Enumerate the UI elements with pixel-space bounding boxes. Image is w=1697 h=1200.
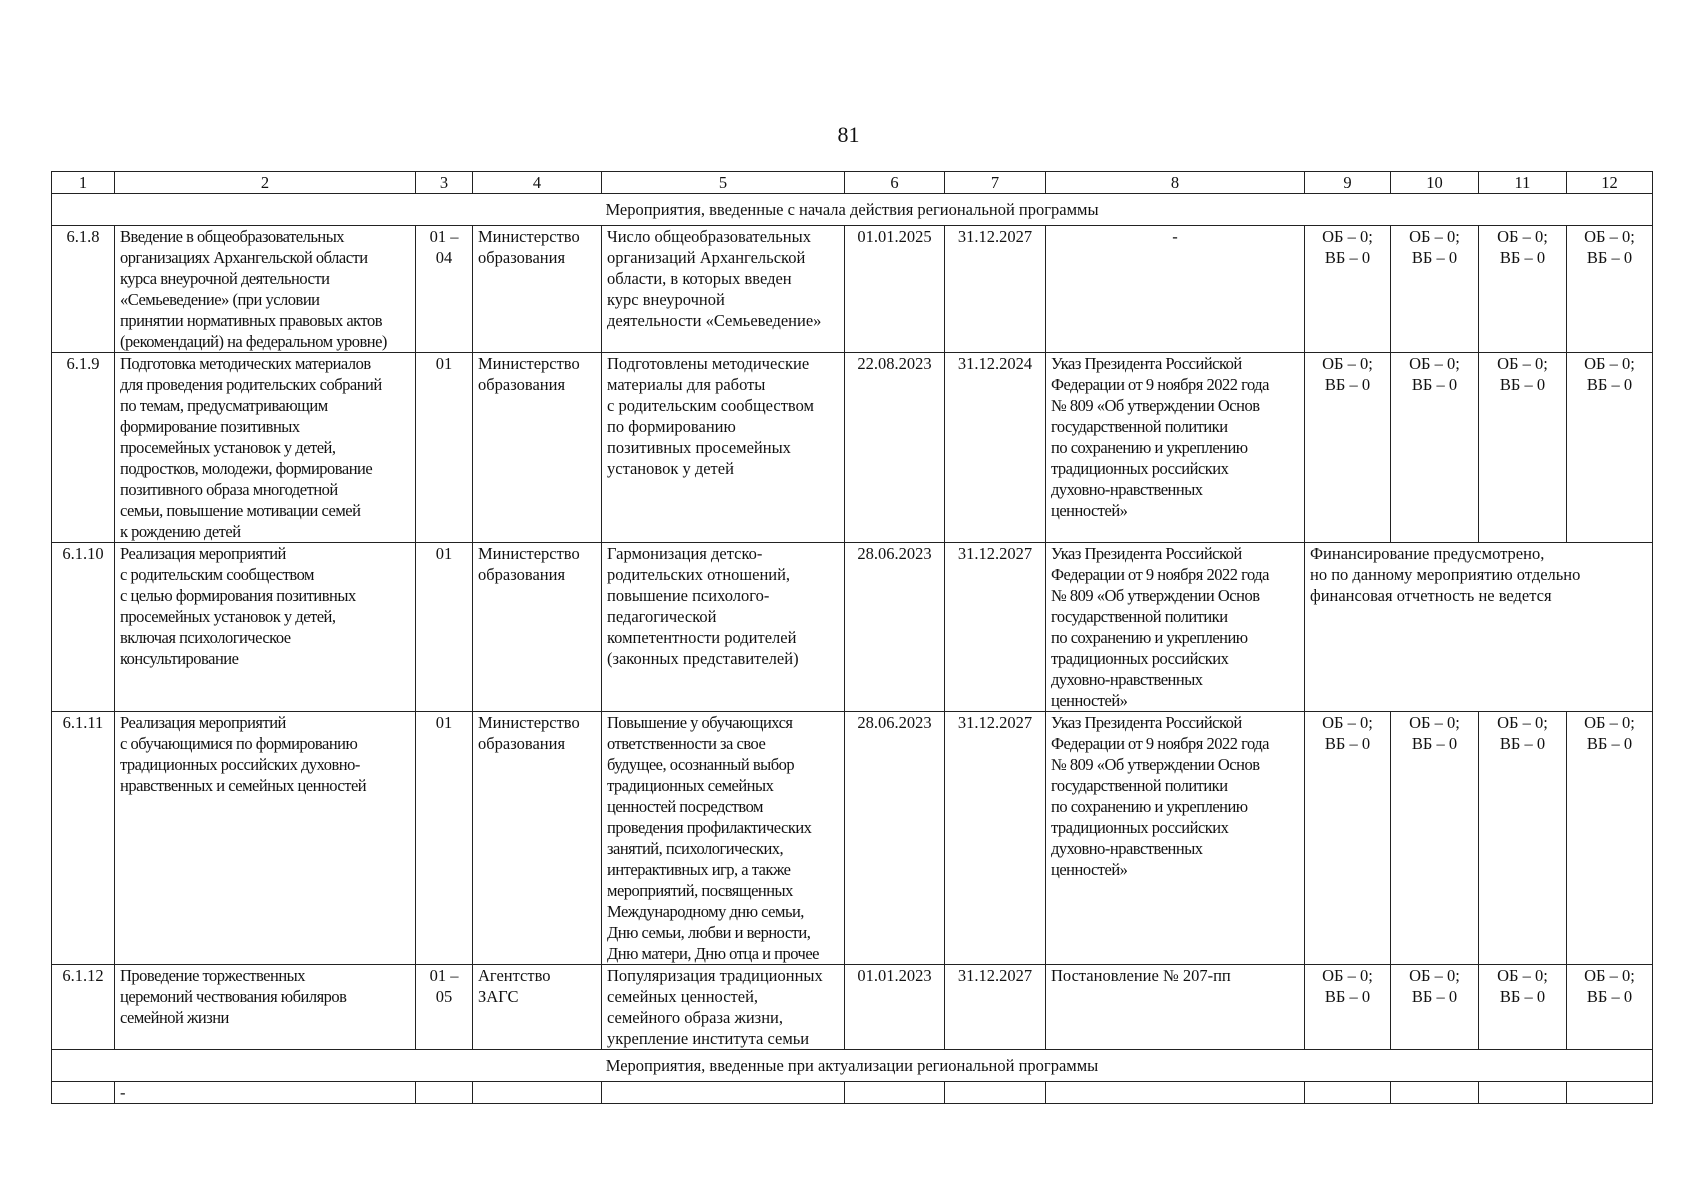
funding-cell: ОБ – 0; ВБ – 0 — [1305, 965, 1391, 1050]
funding-cell: ОБ – 0; ВБ – 0 — [1479, 712, 1567, 965]
page-number: 81 — [837, 122, 860, 147]
funding-cell: ОБ – 0; ВБ – 0 — [1567, 712, 1653, 965]
funding-cell: ОБ – 0; ВБ – 0 — [1391, 353, 1479, 543]
activity-basis: Указ Президента Российской Федерации от 9 ноября 2022 года № 809 «Об утверждении Основ государственной политики по сохранению и укреплению традиционных российских духовно-нравственных ценностей» — [1046, 712, 1305, 965]
funding-cell: ОБ – 0; ВБ – 0 — [1391, 712, 1479, 965]
activity-name: Реализация мероприятий с обучающимися по формированию традиционных российских духовно- нравственных и семейных ценностей — [115, 712, 416, 965]
column-header: 12 — [1567, 172, 1653, 194]
funding-cell: ОБ – 0; ВБ – 0 — [1479, 965, 1567, 1050]
activities-table — [51, 171, 1653, 1104]
table-row — [52, 543, 1653, 712]
funding-cell: ОБ – 0; ВБ – 0 — [1567, 226, 1653, 353]
column-header: 10 — [1391, 172, 1479, 194]
empty-cell — [473, 1082, 602, 1104]
column-header: 3 — [416, 172, 473, 194]
activity-basis: Указ Президента Российской Федерации от 9 ноября 2022 года № 809 «Об утверждении Основ государственной политики по сохранению и укреплению традиционных российских духовно-нравственных ценностей» — [1046, 543, 1305, 712]
empty-cell — [845, 1082, 945, 1104]
section-heading-row — [52, 194, 1653, 226]
funding-note: Финансирование предусмотрено, но по данному мероприятию отдельно финансовая отчетность не ведется — [1305, 543, 1653, 712]
activity-end-date: 31.12.2027 — [945, 712, 1046, 965]
activity-result: Популяризация традиционных семейных ценностей, семейного образа жизни, укрепление института семьи — [602, 965, 845, 1050]
activity-executor: Министерство образования — [473, 353, 602, 543]
empty-cell — [1046, 1082, 1305, 1104]
activity-number: 6.1.9 — [52, 353, 115, 543]
column-header: 8 — [1046, 172, 1305, 194]
activity-number: 6.1.11 — [52, 712, 115, 965]
activity-name: Подготовка методических материалов для проведения родительских собраний по темам, предусматривающим формирование позитивных просемейных установок у детей, подростков, молодежи, формирование позитивного образа многодетной семьи, повышение мотивации семей к рождению детей — [115, 353, 416, 543]
column-header: 5 — [602, 172, 845, 194]
section-heading: Мероприятия, введенные с начала действия региональной программы — [52, 194, 1653, 226]
funding-cell: ОБ – 0; ВБ – 0 — [1391, 226, 1479, 353]
activity-name: Введение в общеобразовательных организациях Архангельской области курса внеурочной деятельности «Семьеведение» (при условии принятии нормативных правовых актов (рекомендаций) на федеральном уровне) — [115, 226, 416, 353]
activity-name: Проведение торжественных церемоний чествования юбиляров семейной жизни — [115, 965, 416, 1050]
funding-cell: ОБ – 0; ВБ – 0 — [1305, 226, 1391, 353]
empty-cell — [416, 1082, 473, 1104]
activity-end-date: 31.12.2024 — [945, 353, 1046, 543]
activity-start-date: 28.06.2023 — [845, 712, 945, 965]
empty-cell — [1305, 1082, 1391, 1104]
table-row-empty — [52, 1082, 1653, 1104]
column-header: 4 — [473, 172, 602, 194]
activity-number: 6.1.10 — [52, 543, 115, 712]
table-row — [52, 712, 1653, 965]
activity-years: 01 – 05 — [416, 965, 473, 1050]
activity-number: 6.1.12 — [52, 965, 115, 1050]
column-header: 11 — [1479, 172, 1567, 194]
activity-end-date: 31.12.2027 — [945, 543, 1046, 712]
empty-row-dash: - — [115, 1082, 416, 1104]
activity-name: Реализация мероприятий с родительским сообществом с целью формирования позитивных просемейных установок у детей, включая психологическое консультирование — [115, 543, 416, 712]
activity-years: 01 — [416, 353, 473, 543]
section-heading-row — [52, 1050, 1653, 1082]
funding-cell: ОБ – 0; ВБ – 0 — [1305, 353, 1391, 543]
activity-start-date: 01.01.2023 — [845, 965, 945, 1050]
activity-basis: Указ Президента Российской Федерации от 9 ноября 2022 года № 809 «Об утверждении Основ государственной политики по сохранению и укреплению традиционных российских духовно-нравственных ценностей» — [1046, 353, 1305, 543]
activity-executor: Министерство образования — [473, 226, 602, 353]
funding-cell: ОБ – 0; ВБ – 0 — [1567, 965, 1653, 1050]
column-number-row — [52, 172, 1653, 194]
activity-number: 6.1.8 — [52, 226, 115, 353]
column-header: 7 — [945, 172, 1046, 194]
empty-cell — [1479, 1082, 1567, 1104]
activity-result: Подготовлены методические материалы для работы с родительским сообществом по формированию позитивных просемейных установок у детей — [602, 353, 845, 543]
empty-cell — [52, 1082, 115, 1104]
activity-basis: - — [1046, 226, 1305, 353]
activity-start-date: 22.08.2023 — [845, 353, 945, 543]
column-header: 9 — [1305, 172, 1391, 194]
activity-years: 01 — [416, 712, 473, 965]
empty-cell — [602, 1082, 845, 1104]
funding-cell: ОБ – 0; ВБ – 0 — [1479, 353, 1567, 543]
activity-result: Повышение у обучающихся ответственности за свое будущее, осознанный выбор традиционных семейных ценностей посредством проведения профилактических занятий, психологических, интерактивных игр, а также мероприятий, посвященных Международному дню семьи, Дню семьи, любви и верности, Дню матери, Дню отца и прочее — [602, 712, 845, 965]
funding-cell: ОБ – 0; ВБ – 0 — [1391, 965, 1479, 1050]
activity-result: Гармонизация детско- родительских отношений, повышение психолого- педагогической компетентности родителей (законных представителей) — [602, 543, 845, 712]
activity-executor: Министерство образования — [473, 712, 602, 965]
column-header: 6 — [845, 172, 945, 194]
activity-years: 01 — [416, 543, 473, 712]
activity-result: Число общеобразовательных организаций Архангельской области, в которых введен курс внеурочной деятельности «Семьеведение» — [602, 226, 845, 353]
activity-executor: Министерство образования — [473, 543, 602, 712]
activity-start-date: 28.06.2023 — [845, 543, 945, 712]
section-heading: Мероприятия, введенные при актуализации региональной программы — [52, 1050, 1653, 1082]
activity-start-date: 01.01.2025 — [845, 226, 945, 353]
activity-end-date: 31.12.2027 — [945, 226, 1046, 353]
funding-cell: ОБ – 0; ВБ – 0 — [1479, 226, 1567, 353]
funding-cell: ОБ – 0; ВБ – 0 — [1567, 353, 1653, 543]
activity-executor: Агентство ЗАГС — [473, 965, 602, 1050]
table-row — [52, 226, 1653, 353]
funding-cell: ОБ – 0; ВБ – 0 — [1305, 712, 1391, 965]
table-row — [52, 965, 1653, 1050]
activity-end-date: 31.12.2027 — [945, 965, 1046, 1050]
table-row — [52, 353, 1653, 543]
empty-cell — [1391, 1082, 1479, 1104]
column-header: 1 — [52, 172, 115, 194]
activity-years: 01 – 04 — [416, 226, 473, 353]
empty-cell — [1567, 1082, 1653, 1104]
activity-basis: Постановление № 207-пп — [1046, 965, 1305, 1050]
column-header: 2 — [115, 172, 416, 194]
empty-cell — [945, 1082, 1046, 1104]
